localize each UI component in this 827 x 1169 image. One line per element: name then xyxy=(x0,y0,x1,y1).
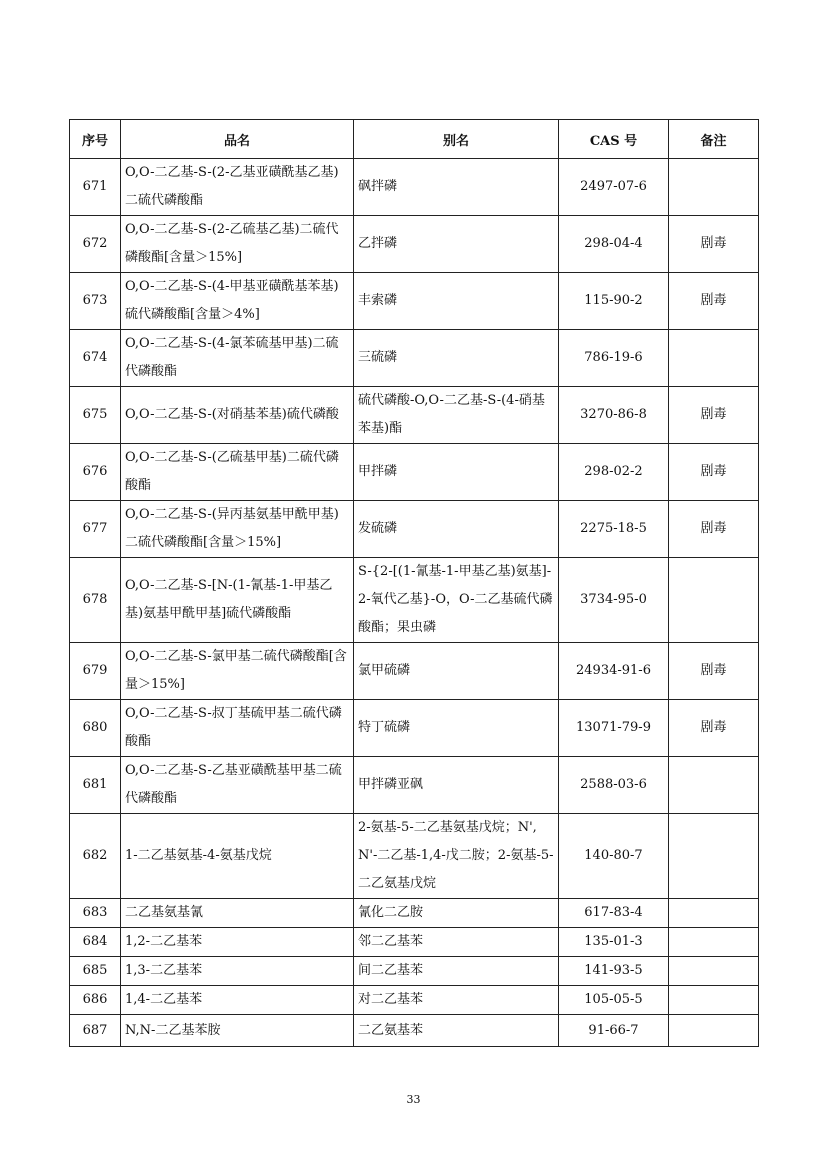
product-name-cell: 1,4-二乙基苯 xyxy=(121,986,354,1015)
serial-cell: 683 xyxy=(70,899,121,928)
cas-cell: 617-83-4 xyxy=(559,899,669,928)
cas-cell: 141-93-5 xyxy=(559,957,669,986)
remarks-cell: 剧毒 xyxy=(669,643,759,700)
header-remarks: 备注 xyxy=(669,120,759,159)
table-row xyxy=(70,814,759,899)
product-name-cell: O,O-二乙基-S-(对硝基苯基)硫代磷酸 xyxy=(121,387,354,444)
product-name-cell: O,O-二乙基-S-(2-乙基亚磺酰基乙基)二硫代磷酸酯 xyxy=(121,159,354,216)
serial-cell: 687 xyxy=(70,1015,121,1047)
table-row xyxy=(70,700,759,757)
table-row xyxy=(70,387,759,444)
product-name-cell: O,O-二乙基-S-(4-甲基亚磺酰基苯基)硫代磷酸酯[含量＞4%] xyxy=(121,273,354,330)
table-row xyxy=(70,986,759,1015)
header-product-name: 品名 xyxy=(121,120,354,159)
product-name-cell: O,O-二乙基-S-(2-乙硫基乙基)二硫代磷酸酯[含量＞15%] xyxy=(121,216,354,273)
header-cas: CAS 号 xyxy=(559,120,669,159)
cas-cell: 140-80-7 xyxy=(559,814,669,899)
remarks-cell xyxy=(669,957,759,986)
product-name-cell: O,O-二乙基-S-(4-氯苯硫基甲基)二硫代磷酸酯 xyxy=(121,330,354,387)
serial-cell: 682 xyxy=(70,814,121,899)
table-row xyxy=(70,899,759,928)
cas-cell: 786-19-6 xyxy=(559,330,669,387)
alias-cell: 邻二乙基苯 xyxy=(354,928,559,957)
serial-cell: 679 xyxy=(70,643,121,700)
serial-cell: 673 xyxy=(70,273,121,330)
product-name-cell: 1,2-二乙基苯 xyxy=(121,928,354,957)
alias-cell: 特丁硫磷 xyxy=(354,700,559,757)
cas-cell: 24934-91-6 xyxy=(559,643,669,700)
serial-cell: 675 xyxy=(70,387,121,444)
serial-cell: 680 xyxy=(70,700,121,757)
alias-cell: 三硫磷 xyxy=(354,330,559,387)
table-row xyxy=(70,501,759,558)
cas-cell: 115-90-2 xyxy=(559,273,669,330)
cas-cell: 3270-86-8 xyxy=(559,387,669,444)
cas-cell: 3734-95-0 xyxy=(559,558,669,643)
chemical-table xyxy=(69,119,759,1047)
remarks-cell: 剧毒 xyxy=(669,273,759,330)
serial-cell: 674 xyxy=(70,330,121,387)
page-number: 33 xyxy=(406,1093,421,1106)
alias-cell: 甲拌磷 xyxy=(354,444,559,501)
table-row xyxy=(70,444,759,501)
alias-cell: 发硫磷 xyxy=(354,501,559,558)
alias-cell: 氯甲硫磷 xyxy=(354,643,559,700)
product-name-cell: O,O-二乙基-S-叔丁基硫甲基二硫代磷酸酯 xyxy=(121,700,354,757)
header-serial: 序号 xyxy=(70,120,121,159)
serial-cell: 677 xyxy=(70,501,121,558)
product-name-cell: O,O-二乙基-S-(异丙基氨基甲酰甲基)二硫代磷酸酯[含量＞15%] xyxy=(121,501,354,558)
alias-cell: 氰化二乙胺 xyxy=(354,899,559,928)
table-row xyxy=(70,757,759,814)
alias-cell: 甲拌磷亚砜 xyxy=(354,757,559,814)
serial-cell: 678 xyxy=(70,558,121,643)
alias-cell: 对二乙基苯 xyxy=(354,986,559,1015)
remarks-cell xyxy=(669,899,759,928)
remarks-cell xyxy=(669,814,759,899)
alias-cell: 硫代磷酸-O,O-二乙基-S-(4-硝基苯基)酯 xyxy=(354,387,559,444)
table-row xyxy=(70,216,759,273)
product-name-cell: O,O-二乙基-S-(乙硫基甲基)二硫代磷酸酯 xyxy=(121,444,354,501)
table-row xyxy=(70,330,759,387)
alias-cell: S-{2-[(1-氰基-1-甲基乙基)氨基]-2-氧代乙基}-O，O-二乙基硫代磷酸酯；果虫磷 xyxy=(354,558,559,643)
table-row xyxy=(70,957,759,986)
remarks-cell xyxy=(669,1015,759,1047)
remarks-cell xyxy=(669,159,759,216)
remarks-cell xyxy=(669,558,759,643)
alias-cell: 二乙氨基苯 xyxy=(354,1015,559,1047)
product-name-cell: 1-二乙基氨基-4-氨基戊烷 xyxy=(121,814,354,899)
table-row xyxy=(70,928,759,957)
table-row xyxy=(70,159,759,216)
remarks-cell xyxy=(669,757,759,814)
cas-cell: 2275-18-5 xyxy=(559,501,669,558)
serial-cell: 681 xyxy=(70,757,121,814)
table-header-row xyxy=(70,120,759,159)
table-row xyxy=(70,643,759,700)
serial-cell: 685 xyxy=(70,957,121,986)
table-row xyxy=(70,1015,759,1047)
cas-cell: 13071-79-9 xyxy=(559,700,669,757)
remarks-cell xyxy=(669,986,759,1015)
serial-cell: 671 xyxy=(70,159,121,216)
product-name-cell: O,O-二乙基-S-氯甲基二硫代磷酸酯[含量＞15%] xyxy=(121,643,354,700)
remarks-cell: 剧毒 xyxy=(669,444,759,501)
alias-cell: 砜拌磷 xyxy=(354,159,559,216)
table-row xyxy=(70,558,759,643)
alias-cell: 间二乙基苯 xyxy=(354,957,559,986)
cas-cell: 105-05-5 xyxy=(559,986,669,1015)
cas-cell: 2497-07-6 xyxy=(559,159,669,216)
header-alias: 别名 xyxy=(354,120,559,159)
cas-cell: 298-04-4 xyxy=(559,216,669,273)
remarks-cell: 剧毒 xyxy=(669,387,759,444)
table-row xyxy=(70,273,759,330)
product-name-cell: O,O-二乙基-S-[N-(1-氰基-1-甲基乙基)氨基甲酰甲基]硫代磷酸酯 xyxy=(121,558,354,643)
serial-cell: 672 xyxy=(70,216,121,273)
alias-cell: 丰索磷 xyxy=(354,273,559,330)
alias-cell: 2-氨基-5-二乙基氨基戊烷；N',N'-二乙基-1,4-戊二胺；2-氨基-5-二乙氨基戊烷 xyxy=(354,814,559,899)
product-name-cell: 1,3-二乙基苯 xyxy=(121,957,354,986)
serial-cell: 676 xyxy=(70,444,121,501)
cas-cell: 2588-03-6 xyxy=(559,757,669,814)
serial-cell: 686 xyxy=(70,986,121,1015)
cas-cell: 298-02-2 xyxy=(559,444,669,501)
cas-cell: 91-66-7 xyxy=(559,1015,669,1047)
remarks-cell xyxy=(669,928,759,957)
product-name-cell: O,O-二乙基-S-乙基亚磺酰基甲基二硫代磷酸酯 xyxy=(121,757,354,814)
alias-cell: 乙拌磷 xyxy=(354,216,559,273)
product-name-cell: 二乙基氨基氰 xyxy=(121,899,354,928)
remarks-cell xyxy=(669,330,759,387)
serial-cell: 684 xyxy=(70,928,121,957)
remarks-cell: 剧毒 xyxy=(669,700,759,757)
remarks-cell: 剧毒 xyxy=(669,501,759,558)
cas-cell: 135-01-3 xyxy=(559,928,669,957)
remarks-cell: 剧毒 xyxy=(669,216,759,273)
product-name-cell: N,N-二乙基苯胺 xyxy=(121,1015,354,1047)
